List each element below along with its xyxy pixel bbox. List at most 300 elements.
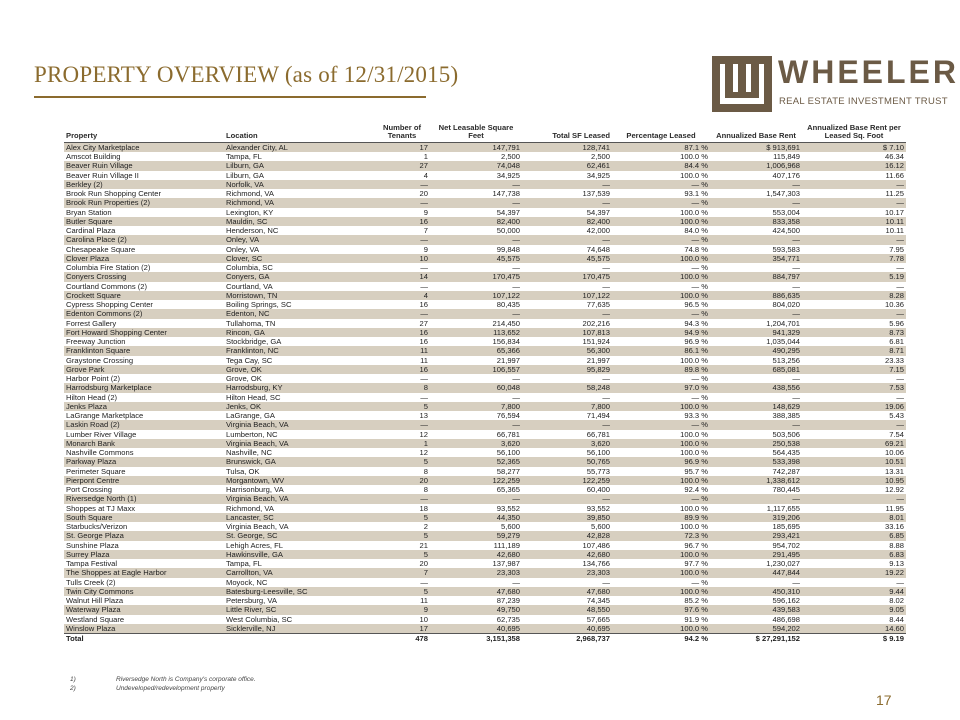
column-header-location: Location xyxy=(224,124,374,142)
cell-percentage-leased: 100.0 % xyxy=(680,152,708,162)
cell-net-leasable: 65,365 xyxy=(496,485,520,495)
table-row xyxy=(64,161,906,170)
cell-tenants: 2 xyxy=(423,522,428,532)
cell-rent-per-sf: 8.28 xyxy=(802,291,906,300)
cell-tenants: 5 xyxy=(374,402,430,411)
table-row xyxy=(64,457,906,466)
cell-base-rent: — xyxy=(710,420,802,429)
cell-total-leased: 3,620 xyxy=(522,439,612,448)
cell-location: Lancaster, SC xyxy=(224,513,374,522)
table-row xyxy=(64,587,906,596)
cell-total-leased: 54,397 xyxy=(586,207,610,217)
cell-property: Graystone Crossing xyxy=(66,355,134,365)
cell-tenants: — xyxy=(420,374,428,384)
cell-location: Onley, VA xyxy=(224,235,374,244)
cell-property: Westland Square xyxy=(66,614,125,624)
cell-total-leased: 21,997 xyxy=(586,355,610,365)
cell-total-leased: 23,303 xyxy=(522,568,612,577)
cell-total-leased: 60,400 xyxy=(586,485,610,495)
cell-percentage-leased: 100.0 % xyxy=(680,448,708,458)
cell-percentage-leased: — % xyxy=(691,374,708,384)
cell-base-rent: — xyxy=(792,577,800,587)
cell-total-leased: 42,000 xyxy=(586,226,610,236)
cell-net-leasable: 170,475 xyxy=(430,272,522,281)
cell-net-leasable: 40,695 xyxy=(430,624,522,634)
cell-tenants: 5 xyxy=(374,531,430,540)
cell-property: LaGrange Marketplace xyxy=(66,411,144,421)
cell-percentage-leased: — % xyxy=(691,263,708,273)
table-row xyxy=(64,448,906,457)
cell-base-rent: — xyxy=(710,235,802,244)
cell-percentage-leased: 84.4 % xyxy=(612,161,710,170)
cell-total-leased: 82,400 xyxy=(522,217,612,226)
cell-rent-per-sf: 12.92 xyxy=(884,485,904,495)
cell-property: Laskin Road (2) xyxy=(64,420,224,429)
cell-rent-per-sf: 13.31 xyxy=(884,466,904,476)
cell-location: Morgantown, WV xyxy=(224,476,374,485)
cell-location: Lexington, KY xyxy=(226,207,274,217)
column-header-total-leased: Total SF Leased xyxy=(522,124,612,142)
cell-net-leasable: — xyxy=(512,577,520,587)
table-row xyxy=(64,198,906,207)
cell-property: Waterway Plaza xyxy=(64,605,224,614)
cell-tenants: 7 xyxy=(374,568,430,577)
cell-net-leasable: 106,557 xyxy=(430,365,522,374)
cell-net-leasable: 34,925 xyxy=(496,170,520,180)
table-row xyxy=(64,337,906,346)
cell-tenants: 8 xyxy=(423,466,428,476)
cell-rent-per-sf: 10.17 xyxy=(884,207,904,217)
footnotes xyxy=(70,675,256,693)
cell-total-leased: — xyxy=(522,309,612,318)
table-row xyxy=(64,504,906,513)
cell-total-leased: 50,765 xyxy=(522,457,612,466)
cell-percentage-leased: 94.9 % xyxy=(612,328,710,337)
cell-total-leased: 107,486 xyxy=(582,540,610,550)
cell-net-leasable: 23,303 xyxy=(430,568,522,577)
cell-percentage-leased: 96.7 % xyxy=(684,540,708,550)
table-row xyxy=(64,439,906,448)
cell-rent-per-sf: 8.73 xyxy=(802,328,906,337)
cell-net-leasable: 113,652 xyxy=(430,328,522,337)
cell-percentage-leased: — % xyxy=(691,392,708,402)
cell-base-rent: 833,358 xyxy=(710,217,802,226)
cell-tenants: 16 xyxy=(374,217,430,226)
cell-net-leasable: 21,997 xyxy=(496,355,520,365)
cell-net-leasable: 44,350 xyxy=(430,513,522,522)
cell-net-leasable: 3,620 xyxy=(430,439,522,448)
cell-rent-per-sf: 9.44 xyxy=(802,587,906,596)
cell-percentage-leased: — % xyxy=(612,309,710,318)
column-header-tenants: Number of Tenants xyxy=(374,124,430,142)
cell-property: Butler Square xyxy=(64,217,224,226)
cell-base-rent: 148,629 xyxy=(710,402,802,411)
cell-base-rent: 954,702 xyxy=(772,540,800,550)
cell-property: Walnut Hill Plaza xyxy=(66,596,124,606)
cell-location: Lilburn, GA xyxy=(224,161,374,170)
cell-location: Richmond, VA xyxy=(226,503,274,513)
cell-rent-per-sf: 33.16 xyxy=(884,522,904,532)
table-row xyxy=(64,541,906,550)
cell-base-rent: 1,006,968 xyxy=(710,161,802,170)
cell-rent-per-sf: $ 7.10 xyxy=(802,142,906,152)
cell-percentage-leased: 100.0 % xyxy=(612,568,710,577)
cell-tenants: 5 xyxy=(374,513,430,522)
cell-rent-per-sf: 5.19 xyxy=(802,272,906,281)
cell-location: Richmond, VA xyxy=(224,198,374,207)
cell-rent-per-sf: 8.02 xyxy=(889,596,904,606)
cell-property: South Square xyxy=(64,513,224,522)
cell-base-rent: 407,176 xyxy=(772,170,800,180)
cell-rent-per-sf: — xyxy=(896,263,904,273)
cell-tenants: — xyxy=(420,281,428,291)
cell-rent-per-sf: 10.06 xyxy=(884,448,904,458)
table-row xyxy=(64,411,906,420)
table-row xyxy=(64,624,906,634)
cell-tenants: — xyxy=(420,392,428,402)
cell-total-leased: 74,345 xyxy=(586,596,610,606)
table-row xyxy=(64,531,906,540)
cell-base-rent: — xyxy=(792,281,800,291)
table-row xyxy=(64,217,906,226)
cell-net-leasable: — xyxy=(430,180,522,189)
cell-rent-per-sf: 10.95 xyxy=(802,476,906,485)
total-rent-per-sf: $ 9.19 xyxy=(802,634,906,644)
cell-property: Amscot Building xyxy=(66,152,121,162)
cell-total-leased: 77,635 xyxy=(586,300,610,310)
cell-tenants: 1 xyxy=(374,439,430,448)
cell-rent-per-sf: 19.22 xyxy=(802,568,906,577)
cell-property: Jenks Plaza xyxy=(64,402,224,411)
cell-net-leasable: 82,400 xyxy=(430,217,522,226)
cell-location: Sicklerville, NJ xyxy=(224,624,374,634)
table-row xyxy=(64,142,906,152)
table-row xyxy=(64,494,906,503)
cell-percentage-leased: 93.3 % xyxy=(684,411,708,421)
cell-net-leasable: 80,435 xyxy=(496,300,520,310)
cell-net-leasable: 62,735 xyxy=(496,614,520,624)
company-logo xyxy=(712,54,959,112)
cell-base-rent: 593,583 xyxy=(772,244,800,254)
table-row xyxy=(64,254,906,263)
cell-percentage-leased: 95.7 % xyxy=(684,466,708,476)
cell-rent-per-sf: 23.33 xyxy=(884,355,904,365)
page-number: 17 xyxy=(876,692,892,708)
cell-location: Virginia Beach, VA xyxy=(224,494,374,503)
cell-location: Jenks, OK xyxy=(224,402,374,411)
cell-base-rent: 293,421 xyxy=(710,531,802,540)
cell-percentage-leased: — % xyxy=(612,180,710,189)
cell-total-leased: 39,850 xyxy=(522,513,612,522)
total-location-cell xyxy=(224,634,374,644)
table-row xyxy=(64,152,906,161)
cell-tenants: 9 xyxy=(423,207,428,217)
cell-rent-per-sf: — xyxy=(802,420,906,429)
cell-tenants: 16 xyxy=(419,300,428,310)
cell-location: Tullahoma, TN xyxy=(226,318,276,328)
cell-location: Moyock, NC xyxy=(226,577,268,587)
cell-tenants: 11 xyxy=(420,355,428,365)
cell-rent-per-sf: 8.44 xyxy=(889,614,904,624)
footnote-number: 1) xyxy=(70,676,76,683)
cell-rent-per-sf: 6.81 xyxy=(889,337,904,347)
cell-percentage-leased: 100.0 % xyxy=(612,476,710,485)
cell-net-leasable: 93,552 xyxy=(496,503,520,513)
table-row xyxy=(64,605,906,614)
cell-percentage-leased: 84.0 % xyxy=(684,226,708,236)
cell-percentage-leased: 100.0 % xyxy=(680,503,708,513)
cell-percentage-leased: 89.9 % xyxy=(612,513,710,522)
cell-base-rent: 1,230,027 xyxy=(766,559,800,569)
cell-property: Carolina Place (2) xyxy=(64,235,224,244)
table-row xyxy=(64,513,906,522)
cell-base-rent: 439,583 xyxy=(710,605,802,614)
cell-total-leased: 47,680 xyxy=(522,587,612,596)
table-row xyxy=(64,245,906,254)
cell-tenants: 10 xyxy=(419,614,428,624)
table-row xyxy=(64,300,906,309)
footnote-number: 2) xyxy=(70,685,76,692)
cell-rent-per-sf: 16.12 xyxy=(802,161,906,170)
cell-location: Virginia Beach, VA xyxy=(224,439,374,448)
wheeler-logo-icon xyxy=(712,56,772,112)
cell-total-leased: — xyxy=(602,577,610,587)
cell-tenants: 10 xyxy=(374,254,430,263)
cell-location: Brunswick, GA xyxy=(224,457,374,466)
cell-base-rent: 450,310 xyxy=(710,587,802,596)
cell-base-rent: — xyxy=(710,198,802,207)
cell-base-rent: 685,081 xyxy=(710,365,802,374)
cell-rent-per-sf: 8.88 xyxy=(889,540,904,550)
cell-total-leased: 5,600 xyxy=(590,522,610,532)
cell-percentage-leased: 97.6 % xyxy=(612,605,710,614)
cell-net-leasable: 45,575 xyxy=(430,254,522,263)
cell-total-leased: 34,925 xyxy=(586,170,610,180)
cell-property: Tulls Creek (2) xyxy=(66,577,116,587)
cell-property: Alex City Marketplace xyxy=(64,142,224,152)
cell-tenants: 8 xyxy=(374,383,430,392)
cell-base-rent: 291,495 xyxy=(710,550,802,559)
cell-location: West Columbia, SC xyxy=(226,614,293,624)
cell-rent-per-sf: 7.54 xyxy=(889,429,904,439)
cell-net-leasable: — xyxy=(512,392,520,402)
cell-rent-per-sf: — xyxy=(802,235,906,244)
cell-tenants: 18 xyxy=(419,503,428,513)
cell-net-leasable: 76,594 xyxy=(496,411,520,421)
cell-location: Lumberton, NC xyxy=(226,429,278,439)
cell-base-rent: 553,004 xyxy=(772,207,800,217)
cell-base-rent: 1,204,701 xyxy=(766,318,800,328)
cell-location: Mauldin, SC xyxy=(224,217,374,226)
cell-location: Harrodsburg, KY xyxy=(224,383,374,392)
cell-net-leasable: 50,000 xyxy=(496,226,520,236)
cell-property: Columbia Fire Station (2) xyxy=(66,263,151,273)
cell-base-rent: 319,206 xyxy=(710,513,802,522)
cell-percentage-leased: 100.0 % xyxy=(612,550,710,559)
cell-total-leased: 137,539 xyxy=(582,189,610,199)
cell-property: Lumber River Village xyxy=(66,429,137,439)
cell-rent-per-sf: 11.25 xyxy=(885,189,904,199)
cell-tenants: — xyxy=(420,577,428,587)
cell-total-leased: 42,680 xyxy=(522,550,612,559)
title-underline xyxy=(34,96,426,98)
cell-tenants: 16 xyxy=(374,365,430,374)
cell-net-leasable: 66,781 xyxy=(496,429,520,439)
cell-tenants: — xyxy=(374,309,430,318)
cell-rent-per-sf: 14.60 xyxy=(802,624,906,634)
cell-base-rent: — xyxy=(792,392,800,402)
cell-property: Riversedge North (1) xyxy=(64,494,224,503)
total-label: Total xyxy=(64,634,224,644)
cell-total-leased: 107,122 xyxy=(522,291,612,300)
cell-tenants: 5 xyxy=(374,457,430,466)
cell-total-leased: 40,695 xyxy=(522,624,612,634)
cell-base-rent: 185,695 xyxy=(772,522,800,532)
table-row xyxy=(64,189,906,198)
cell-percentage-leased: 94.3 % xyxy=(684,318,708,328)
cell-location: Petersburg, VA xyxy=(226,596,277,606)
cell-total-leased: — xyxy=(602,392,610,402)
cell-property: Franklinton Square xyxy=(64,346,224,355)
cell-percentage-leased: 100.0 % xyxy=(612,439,710,448)
cell-location: Boiling Springs, SC xyxy=(226,300,292,310)
cell-percentage-leased: 100.0 % xyxy=(680,522,708,532)
cell-tenants: 20 xyxy=(374,476,430,485)
table-row xyxy=(64,208,906,217)
table-row xyxy=(64,374,906,383)
cell-net-leasable: 59,279 xyxy=(430,531,522,540)
cell-rent-per-sf: 5.43 xyxy=(889,411,904,421)
cell-property: Sunshine Plaza xyxy=(66,540,119,550)
cell-total-leased: 66,781 xyxy=(586,429,610,439)
table-row xyxy=(64,309,906,318)
cell-base-rent: 804,020 xyxy=(772,300,800,310)
cell-base-rent: 1,117,655 xyxy=(766,503,800,513)
footnote-text: Undeveloped/redevelopment property xyxy=(116,685,225,692)
cell-property: Pierpont Centre xyxy=(64,476,224,485)
cell-net-leasable: 214,450 xyxy=(492,318,520,328)
cell-tenants: 16 xyxy=(419,337,428,347)
total-percentage-leased: 94.2 % xyxy=(612,634,710,644)
cell-percentage-leased: 92.4 % xyxy=(684,485,708,495)
cell-percentage-leased: 100.0 % xyxy=(612,272,710,281)
cell-rent-per-sf: 69.21 xyxy=(802,439,906,448)
cell-net-leasable: 2,500 xyxy=(500,152,520,162)
cell-property: Edenton Commons (2) xyxy=(64,309,224,318)
cell-total-leased: — xyxy=(522,494,612,503)
cell-location: Franklinton, NC xyxy=(224,346,374,355)
cell-property: Monarch Bank xyxy=(64,439,224,448)
cell-property: Bryan Station xyxy=(66,207,112,217)
cell-base-rent: 1,035,044 xyxy=(766,337,800,347)
cell-location: Tega Cay, SC xyxy=(226,355,273,365)
cell-tenants: 11 xyxy=(420,596,428,606)
cell-property: Beaver Ruin Village xyxy=(64,161,224,170)
table-row xyxy=(64,346,906,355)
cell-percentage-leased: — % xyxy=(612,420,710,429)
cell-location: Hilton Head, SC xyxy=(226,392,281,402)
table-row xyxy=(64,171,906,180)
cell-location: Grove, OK xyxy=(226,374,262,384)
table-row xyxy=(64,578,906,587)
cell-property: Shoppes at TJ Maxx xyxy=(66,503,136,513)
cell-rent-per-sf: — xyxy=(896,392,904,402)
cell-property: Forrest Gallery xyxy=(66,318,117,328)
cell-total-leased: — xyxy=(522,235,612,244)
cell-total-leased: 45,575 xyxy=(522,254,612,263)
cell-location: Henderson, NC xyxy=(226,226,279,236)
cell-rent-per-sf: 9.05 xyxy=(802,605,906,614)
table-row xyxy=(64,383,906,392)
cell-total-leased: 7,800 xyxy=(522,402,612,411)
cell-net-leasable: 107,122 xyxy=(430,291,522,300)
cell-percentage-leased: 97.7 % xyxy=(684,559,708,569)
cell-property: Nashville Commons xyxy=(66,448,134,458)
cell-location: Lilburn, GA xyxy=(226,170,264,180)
cell-property: Grove Park xyxy=(64,365,224,374)
cell-net-leasable: — xyxy=(512,374,520,384)
cell-total-leased: — xyxy=(522,198,612,207)
cell-location: Tampa, FL xyxy=(226,559,262,569)
cell-tenants: 14 xyxy=(374,272,430,281)
cell-net-leasable: 147,791 xyxy=(430,142,522,152)
cell-base-rent: — xyxy=(792,374,800,384)
cell-base-rent: 438,556 xyxy=(710,383,802,392)
cell-location: Norfolk, VA xyxy=(224,180,374,189)
cell-base-rent: 490,295 xyxy=(710,346,802,355)
cell-property: Surrey Plaza xyxy=(64,550,224,559)
table-row xyxy=(64,550,906,559)
cell-percentage-leased: 86.1 % xyxy=(612,346,710,355)
cell-tenants: 27 xyxy=(374,161,430,170)
cell-percentage-leased: 100.0 % xyxy=(612,587,710,596)
cell-rent-per-sf: — xyxy=(896,374,904,384)
cell-tenants: — xyxy=(420,263,428,273)
cell-net-leasable: 156,834 xyxy=(492,337,520,347)
column-header-property: Property xyxy=(64,124,224,142)
table-row xyxy=(64,420,906,429)
cell-total-leased: 2,500 xyxy=(590,152,610,162)
cell-property: Chesapeake Square xyxy=(66,244,136,254)
cell-net-leasable: 49,750 xyxy=(430,605,522,614)
cell-rent-per-sf: — xyxy=(802,180,906,189)
logo-wordmark: WHEELER xyxy=(778,54,959,90)
table-row xyxy=(64,272,906,281)
cell-location: Tulsa, OK xyxy=(226,466,260,476)
cell-property: Tampa Festival xyxy=(66,559,118,569)
cell-property: Beaver Ruin Village II xyxy=(66,170,139,180)
cell-rent-per-sf: — xyxy=(896,281,904,291)
cell-rent-per-sf: 10.11 xyxy=(885,226,904,236)
cell-rent-per-sf: 11.66 xyxy=(885,170,904,180)
cell-location: Courtland, VA xyxy=(226,281,273,291)
table-row xyxy=(64,282,906,291)
table-row xyxy=(64,522,906,531)
cell-property: Perimeter Square xyxy=(66,466,126,476)
cell-location: Alexander City, AL xyxy=(224,142,374,152)
table-row xyxy=(64,559,906,568)
table-row xyxy=(64,485,906,494)
cell-total-leased: 55,773 xyxy=(586,466,610,476)
cell-total-leased: 62,461 xyxy=(522,161,612,170)
cell-location: Tampa, FL xyxy=(226,152,262,162)
cell-percentage-leased: 85.2 % xyxy=(684,596,708,606)
cell-property: Port Crossing xyxy=(66,485,113,495)
cell-tenants: 27 xyxy=(419,318,428,328)
cell-rent-per-sf: 10.36 xyxy=(884,300,904,310)
cell-percentage-leased: 96.5 % xyxy=(684,300,708,310)
cell-rent-per-sf: 6.83 xyxy=(802,550,906,559)
